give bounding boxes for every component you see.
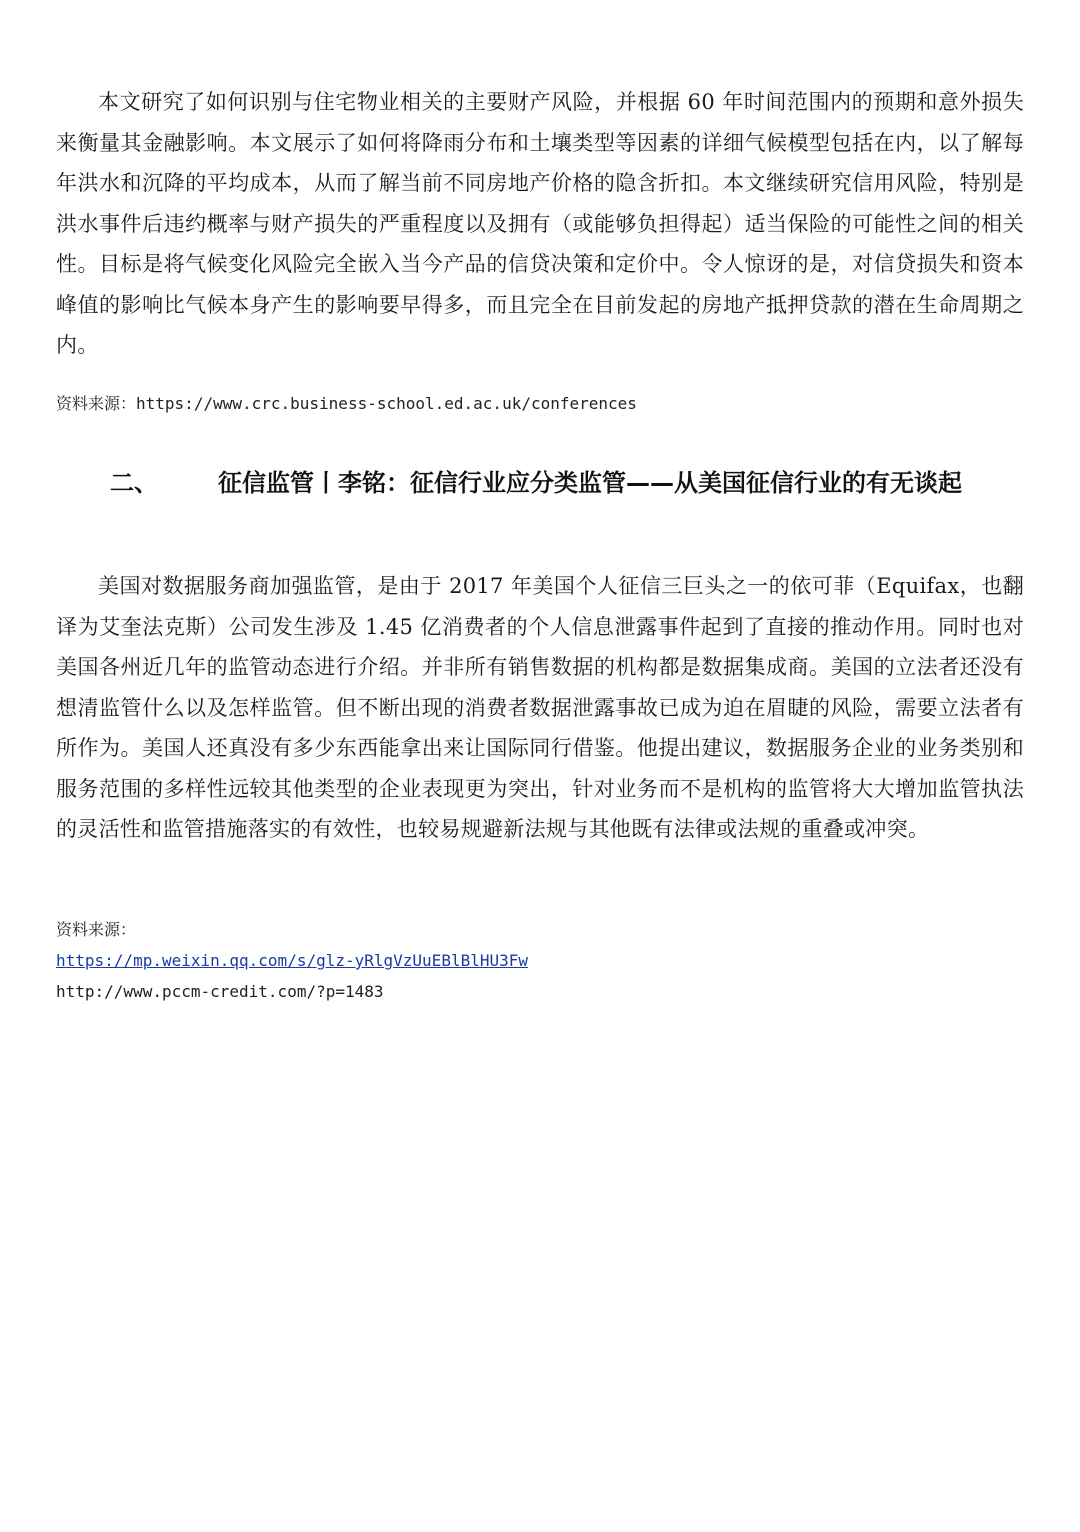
body-paragraph-1: 本文研究了如何识别与住宅物业相关的主要财产风险，并根据 60 年时间范围内的预期和意外损失来衡量其金融影响。本文展示了如何将降雨分布和土壤类型等因素的详细气候模型包括在内，以了解每年洪水和沉降的平均成本，从而了解当前不同房地产价格的隐含折扣。本文继续研究信用风险，特别是洪水事件后违约概率与财产损失的严重程度以及拥有（或能够负担得起）适当保险的可能性之间的相关性。目标是将气候变化风险完全嵌入当今产品的信贷决策和定价中。令人惊讶的是，对信贷损失和资本峰值的影响比气候本身产生的影响要早得多，而且完全在目前发起的房地产抵押贷款的潜在生命周期之内。 [56, 90, 1024, 357]
source-citation-2 [56, 914, 1024, 1007]
source-label: 资料来源： [56, 394, 137, 413]
section-heading [110, 462, 1024, 504]
body-paragraph-2: 美国对数据服务商加强监管，是由于 2017 年美国个人征信三巨头之一的依可菲（Equifax，也翻译为艾奎法克斯）公司发生涉及 1.45 亿消费者的个人信息泄露事件起到了直接的推动作用。同时也对美国各州近几年的监管动态进行介绍。并非所有销售数据的机构都是数据集成商。美国的立法者还没有想清监管什么以及怎样监管。但不断出现的消费者数据泄露事故已成为迫在眉睫的风险，需要立法者有所作为。美国人还真没有多少东西能拿出来让国际同行借鉴。他提出建议，数据服务企业的业务类别和服务范围的多样性远较其他类型的企业表现更为突出，针对业务而不是机构的监管将大大增加监管执法的灵活性和监管措施落实的有效性，也较易规避新法规与其他既有法律或法规的重叠或冲突。 [56, 574, 1024, 841]
section-number: 二、 [110, 469, 158, 497]
source-url: http://www.pccm-credit.com/?p=1483 [56, 982, 384, 1001]
source-url: https://www.crc.business-school.ed.ac.uk/conferences [136, 394, 637, 413]
section-title: 征信监管丨李铭：征信行业应分类监管——从美国征信行业的有无谈起 [218, 469, 962, 497]
source-citation-1 [56, 388, 1024, 419]
source-link[interactable]: https://mp.weixin.qq.com/s/glz-yRlgVzUuEBlBlHU3Fw [56, 951, 529, 970]
source-label: 资料来源： [56, 920, 137, 939]
